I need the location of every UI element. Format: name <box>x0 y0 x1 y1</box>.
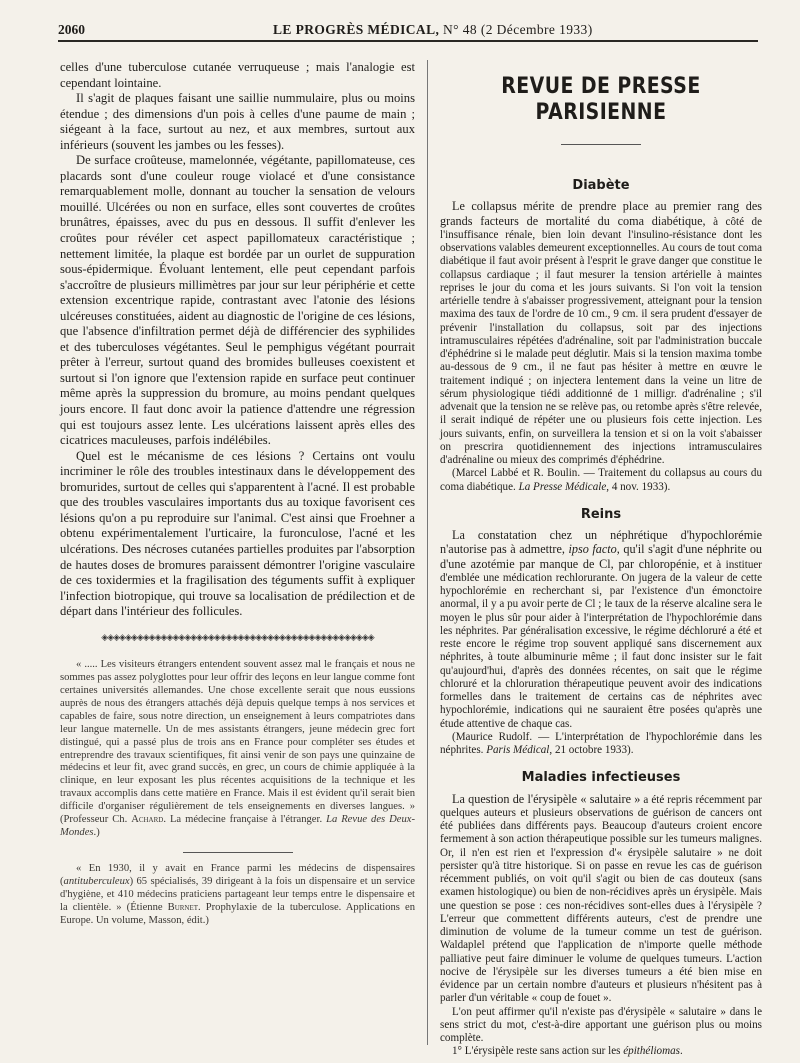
citation-source: La Presse Médicale <box>518 480 607 493</box>
lead-sentence: , qu'il s'agit d'une néphrite ou d'une azotémie par manque de Cl, par chloropénie, <box>440 542 763 571</box>
list-item-text: 1° L'érysipèle reste sans action sur les <box>452 1045 624 1058</box>
list-item-end: . <box>679 1045 683 1058</box>
quote-text: ) 65 spécialisés, 39 dirigeant à la fois un dispensaire et un service d'hygiène, et 410 médecins praticiens partageant leur temps entre le dispensaire et la clientèle. » (Étienne <box>60 875 415 913</box>
lead-sentence: Le collapsus mérite de prendre place au premier rang des grands facteurs de mortalité du coma diabétique, <box>440 199 762 228</box>
quote-author: Achard <box>131 814 164 826</box>
quote-author: Burnet <box>167 901 199 913</box>
citation-text: (Maurice Rudolf. — L'interprétation de l'hypochlorémie dans les néphrites. <box>440 730 762 756</box>
quote-burnet <box>60 863 415 928</box>
subsection-title: Diabète <box>572 178 630 193</box>
citation-end: , 21 octobre 1933). <box>549 744 634 756</box>
article-body: et à instituer d'emblée une médication rechlorurante. On jugera de la valeur de cette hypochlorémie en recherchant si, par l'existence d'un émonctoire anormal, il y a pu avoir perte de Cl ; le taux de la réserve alcaline sera le moyen le plus sûr pour aider à l'interprétation de l'hypochlorémie dans les néphrites. Par généralisation excessive, le régime déchloruré a été et reste encore le régime trop souvent appliqué sans discernement aux néphrites, à toute albuminurie même ; il faut donc insister sur le fait qu'aujourd'hui, d'après des données récentes, on sait que le régime chloruré et la chloruration thérapeutique peuvent avoir des indications formelles dans le traitement de certains cas de néphrites avec hypochlorémie, indications qui ne sauraient être posées qu'après une étude attentive de chaque cas. <box>440 558 762 730</box>
citation-end: , 4 nov. 1933). <box>606 480 671 493</box>
paragraph: celles d'une tuberculose cutanée verruqueuse ; mais l'analogie est cependant lointaine. <box>60 60 415 90</box>
quote-achard <box>60 659 415 840</box>
lead-sentence: La question de l'érysipèle « salutaire » <box>452 791 641 806</box>
short-rule <box>561 144 641 145</box>
left-column <box>60 60 415 1045</box>
paragraph: Quel est le mécanisme de ces lésions ? Certains ont voulu incriminer le rôle des troubles intestinaux dans le développement des bromurides, surtout de celles qui s'apparentent à l'acné. Il est probable que des troubles vasculaires importants dus au toxique favorisent ces lésions qu'on a pu reproduire sur l'animal. C'est ainsi que Froehner a obtenu expérimentalement l'urticaire, la furonculose, l'acné et les ulcérations. Des nécroses cutanées partielles produites par l'absorption de hautes doses de bromures paraissent démontrer l'origine vasculaire de ces toxidermies et la fragilisation des téguments suffit à expliquer l'infection biotropique, qui trouve sa localisation de prédilection et de départ dans l'intérieur des follicules. <box>60 448 415 619</box>
article-paragraph: L'on peut affirmer qu'il n'existe pas d'érysipèle « salutaire » dans le sens strict du mot, c'est-à-dire apportant une guérison plus ou moins complète. <box>440 1005 762 1044</box>
journal-name: LE PROGRÈS MÉDICAL, <box>273 22 440 37</box>
section-heading: REVUE DE PRESSE PARISIENNE <box>501 74 701 125</box>
subsection-title: Reins <box>580 506 622 522</box>
quote-text: « ..... Les visiteurs étrangers entendent souvent assez mal le français et nous ne sommes pas assez polyglottes pour leur offrir des leçons en leur langue comme font certaines universités allemandes. Une chose excellente serait que nous eussions auprès de nous des étrangers attachés déjà depuis quelque temps à nos services et capables de faire, sous notre direction, un enseignement à leurs compatriotes dans leur langue maternelle. Un de mes assistants étrangers, jeune médecin grec fort distingué, qui a passé plus de trois ans en France pour compléter ses études et entreprendre des travaux scientifiques, fit ainsi venir de son pays une quinzaine de médecins et leur fit, avec grand succès, en grec, un cours de chimie appliquée à la clinique, en leur exposant les plus récentes acquisitions de la technique et les travaux accomplis dans cette matière en France. Mais il est évident qu'il serait bien difficile d'organiser régulièrement de tels enseignements en diverses langues. » (Professeur Ch. <box>60 659 415 826</box>
ornamental-divider: ◈◈◈◈◈◈◈◈◈◈◈◈◈◈◈◈◈◈◈◈◈◈◈◈◈◈◈◈◈◈◈◈◈◈◈◈◈◈◈◈◈◈◈◈◈◈ <box>101 631 374 642</box>
page-header <box>58 18 758 42</box>
quote-end: . Prophylaxie de la tuberculose. Applications en Europe. Un volume, Masson, édit.) <box>60 901 415 926</box>
quote-title: . La médecine française à l'étranger. <box>163 814 327 826</box>
quote-italic: antituberculeux <box>63 875 130 887</box>
page-number: 2060 <box>58 22 85 37</box>
subsection-title: Maladies infectieuses <box>521 770 681 786</box>
lead-italic: ipso facto <box>568 542 617 557</box>
paragraph: De surface croûteuse, mamelonnée, végétante, papillomateuse, ces placards sont d'une couleur rouge violacé et d'une consistance remarquablement molle, donnant au toucher la sensation de velours mouillé. Ulcérées ou non en surface, elles sont couvertes de croûtes brunâtres, épaisses, avec du pus en dessous. Il suffit d'enlever les croûtes pour révéler cet aspect papillomateux caractéristique ; nettement limitée, la plaque est bordée par un ourlet de suppuration sous-épidermique. Évoluant lentement, elle peut cependant parfois s'accroître de plusieurs millimètres par jour sur leur périphérie et cette extension excentrique rapide, contrastant avec l'atonie des lésions ulcéreuses constituées, aident au diagnostic de l'origine de ces lésions, que l'absence d'infiltration permet déjà de différencier des syphilides et des tuberculoses végétantes. Seul le pemphigus végétant pourrait prêter à l'erreur, surtout quand des bromides bulleuses coexistent et surtout si l'on ignore que l'extension rapide en surface peut continuer même après la suppression du bromure, au moins pendant quelques jours encore. Il faut donc avoir la patience d'attendre une régression qui est toujours assez lente. Les ulcérations laissent après elles des cicatrices maculeuses, parfois indélébiles. <box>60 153 415 448</box>
citation-text: (Marcel Labbé et R. Boulin. — Traitement du collapsus au cours du coma diabétique. <box>440 467 762 493</box>
article-paragraph <box>440 529 762 731</box>
quote-text: « En 1930, il y avait en France parmi les médecins de dispensaires ( <box>60 862 415 887</box>
right-column <box>440 60 763 1058</box>
article-body: à côté de l'insuffisance rénale, bien loin devant l'insulino-résistance dont les observations valables demeurent exceptionnelles. Au cours de tout coma diabétique il faut avoir présent à l'esprit le grave danger que constitue le collapsus cardiaque ; il faut mesurer la tension artérielle à maintes reprises le jour du coma et les jours suivants. Si l'on voit la tension artérielle tendre à s'abaisser progressivement, atteignant pour la tension maxima des taux de l'ordre de 10 cm., 9 cm. il sera prudent d'essayer de prévenir l'installation du collapsus, soit par des injections intramusculaires répétées d'adrénaline, soit par l'administration buccale d'éphédrine si le malade peut déglutir. Mais si la tension maxima tombe au-dessous de 9 cm., il ne faut pas hésiter à mettre en œuvre le traitement indiqué ; on injectera lentement dans la veine un litre de sérum physiologique tiédi additionné de 1 milligr. d'adrénaline ; s'il advenait que la tension ne se relève pas, ou retombe après s'être relevée, il serait indiqué de répéter une ou plusieurs fois cette injection. Les jours suivants, enfin, on surveillera la tension et si on la voit s'abaisser on prescrira quotidiennement des injections intramusculaires d'adrénaline ou mieux des comprimés d'éphédrine. <box>440 215 763 466</box>
article-citation <box>440 731 762 758</box>
lead-sentence: La constatation chez un néphrétique d'hypochlorémie n'autorise pas à admettre, <box>440 528 762 557</box>
short-rule <box>183 852 293 853</box>
column-rule <box>427 60 428 1045</box>
article-paragraph <box>440 1045 762 1058</box>
quote-end: .) <box>93 827 100 839</box>
article-paragraph <box>440 200 762 467</box>
citation-source: Paris Médical <box>486 744 550 756</box>
quote-source: La Revue des Deux-Mondes <box>60 814 416 839</box>
article-citation <box>440 467 762 494</box>
paragraph: Il s'agit de plaques faisant une saillie nummulaire, plus ou moins étendue ; des dimensions d'un pois à celles d'une paume de main ; siégeant à la face, surtout au nez, et aux membres, surtout aux inférieurs (souvent les jambes ou les fesses). <box>60 91 415 152</box>
article-paragraph <box>440 793 762 1006</box>
list-item-italic: épithéliomas <box>623 1045 680 1058</box>
article-body: a été repris récemment par quelques auteurs et plusieurs observations de guérison de cancers ont été publiées dans différents pays. Beaucoup d'auteurs croient encore fermement à son action thérapeutique possible sur les tumeurs malignes. Or, il n'en est rien et l'expression d'« érysipèle salutaire » ne doit persister qu'à titre historique. Si on passe en revue les cas de guérison récemment publiés, on voit qu'il s'agit ou bien de cas douteux (sans examen histologique) ou bien de non-récidives après un érysipèle. Mais une question se pose : ces non-récidives sont-elles dues à l'érysipèle ? L'erreur que commettent différents auteurs, c'est de prendre une diminution de volume de la tumeur comme un test de guérison. Waldaplel prétend que l'application de n'importe quelle méthode palliative peut faire diminuer le volume de quelques tumeurs. L'action nocive de l'érysipèle sur les diverses tumeurs a été bien mise en évidence par un certain nombre d'auteurs et plusieurs n'hésitent pas à parler d'un véritable « coup de fouet ». <box>440 793 762 1005</box>
running-title <box>273 22 593 38</box>
issue-info: N° 48 (2 Décembre 1933) <box>443 22 593 37</box>
